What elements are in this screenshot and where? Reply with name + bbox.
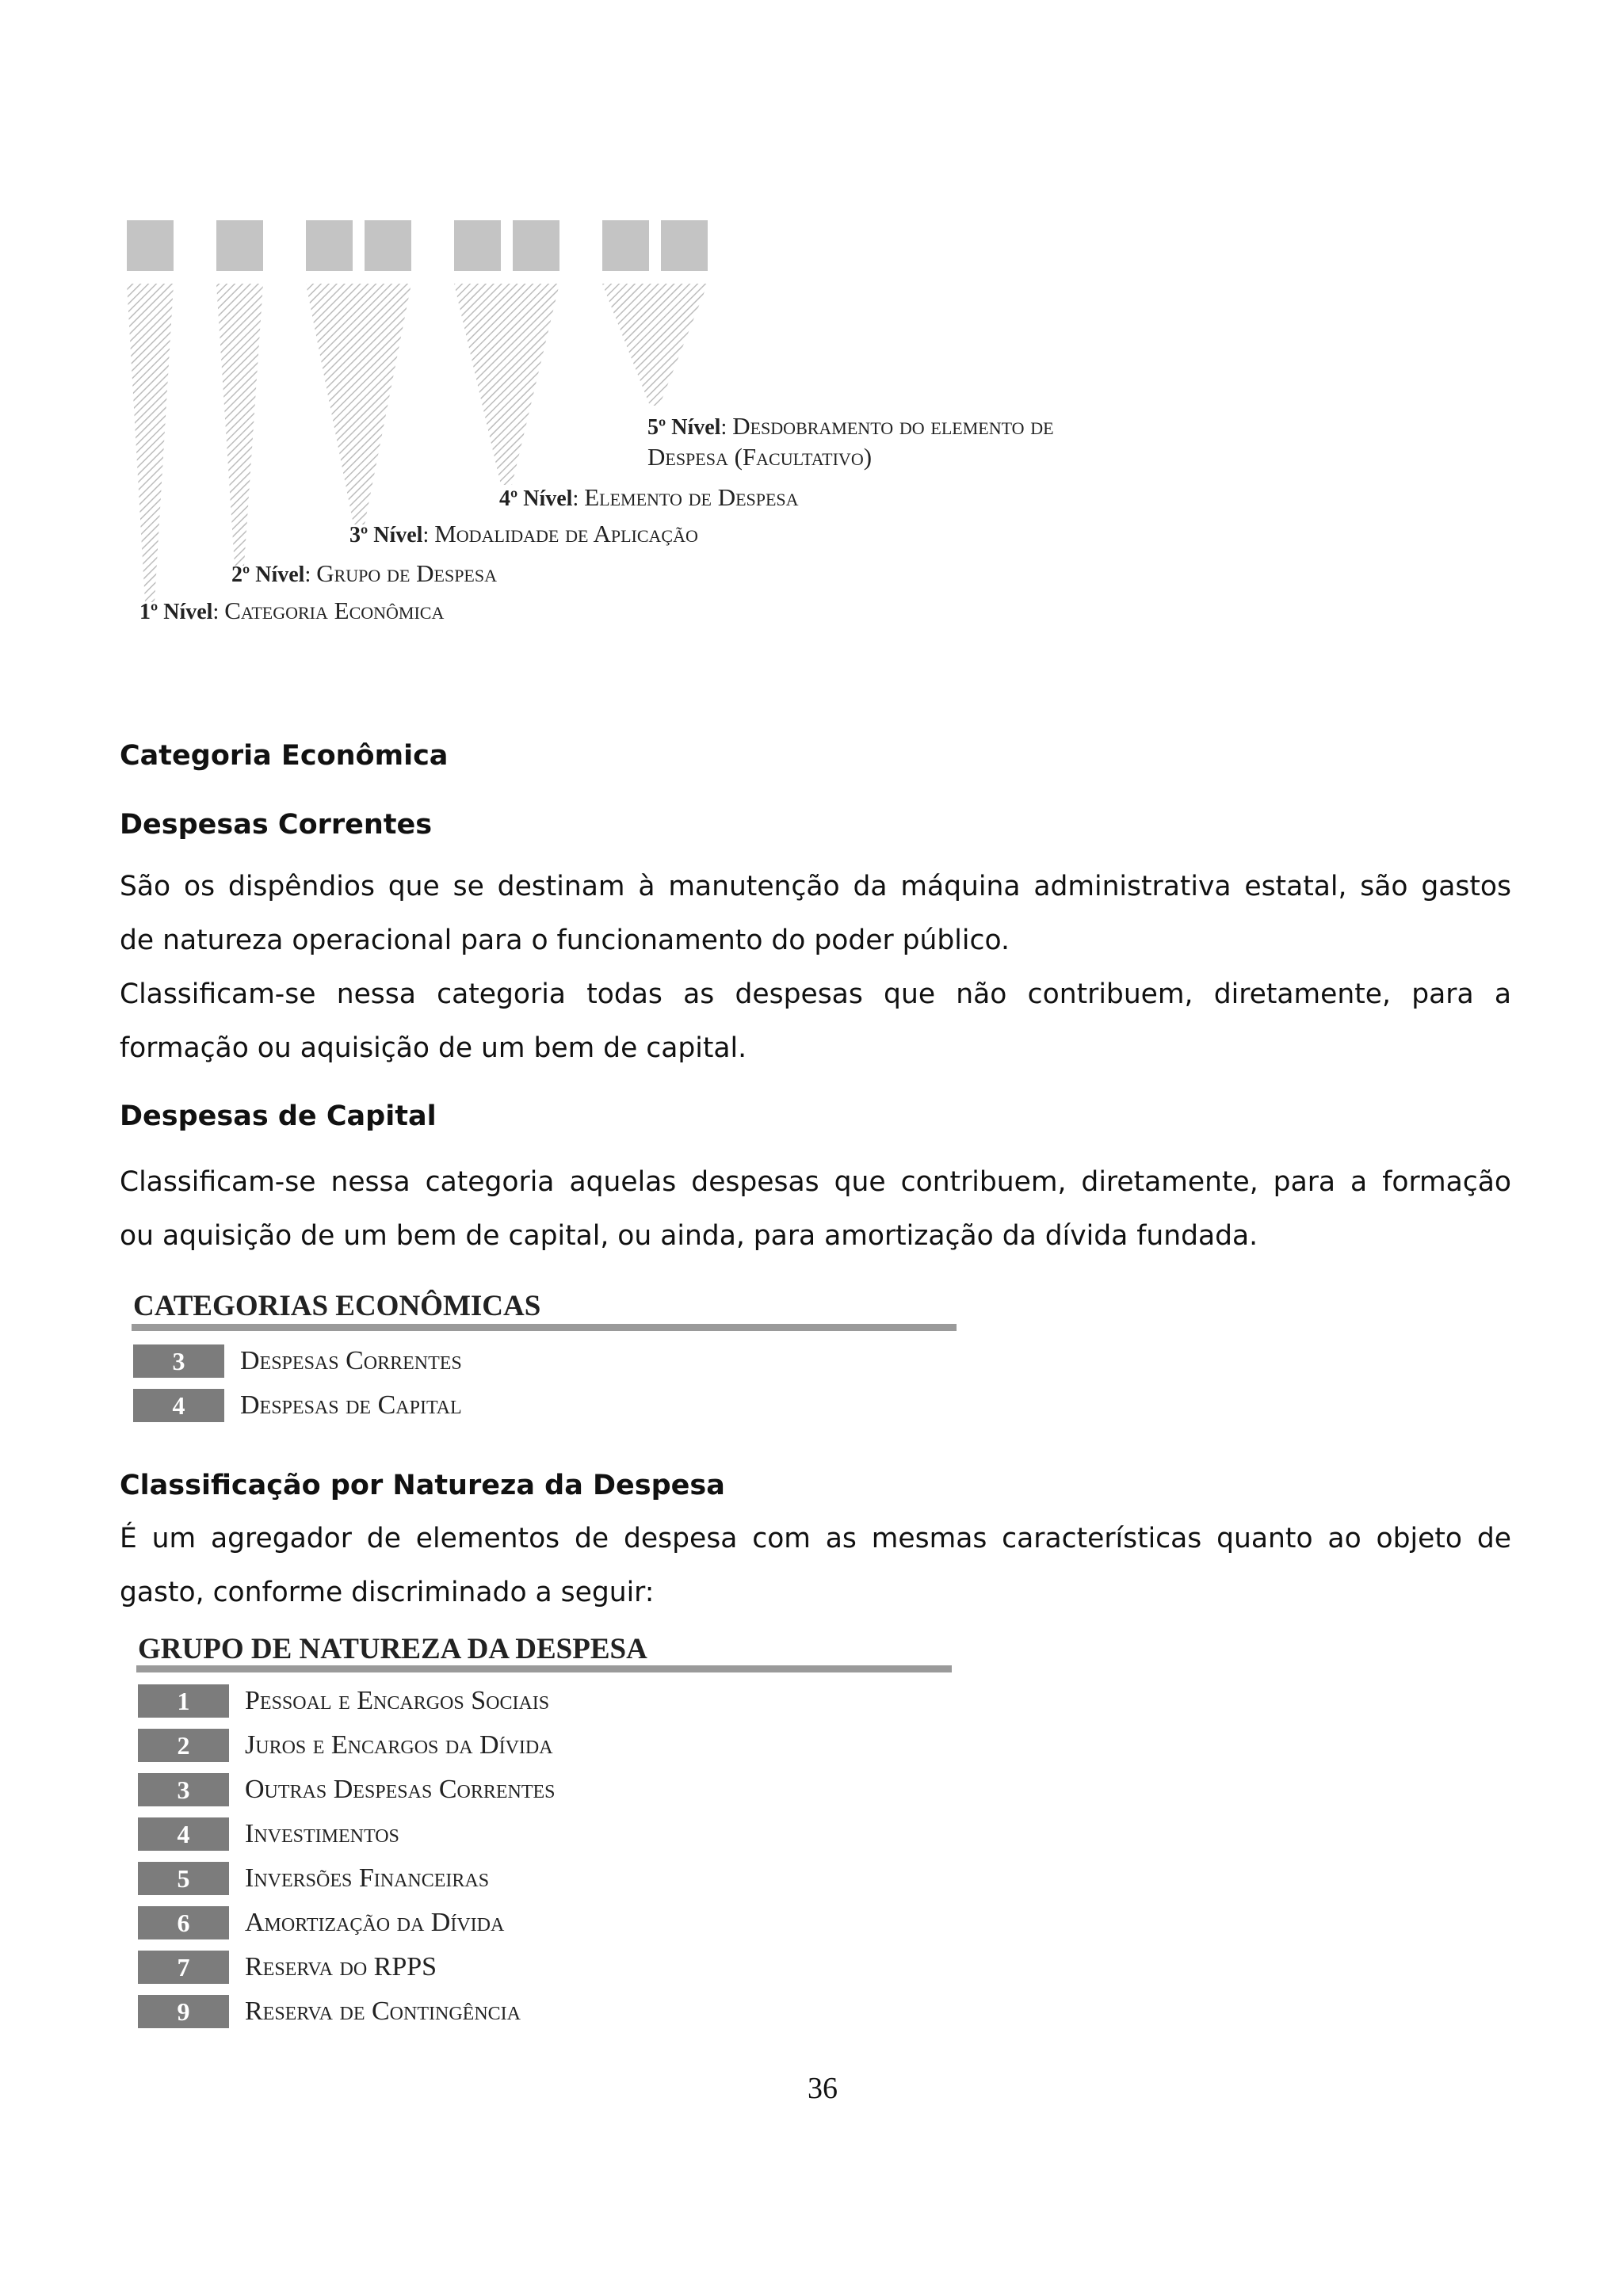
capital-paragraph-line-1: Classificam-se nessa categoria aquelas despesas que contribuem, diretamente, para a formação — [120, 1166, 1511, 1198]
capital-paragraph-line-2: ou aquisição de um bem de capital, ou ainda, para amortização da dívida fundada. — [120, 1220, 1258, 1252]
categoria-code: 3 — [133, 1344, 224, 1378]
digit-square-4b — [513, 220, 559, 271]
level-4-label: 4º Nível: Elemento de Despesa — [499, 483, 799, 511]
correntes-paragraph-1-line-1: São os dispêndios que se destinam à manutenção da máquina administrativa estatal, são gastos — [120, 871, 1511, 902]
correntes-paragraph-2-line-2: formação ou aquisição de um bem de capital. — [120, 1032, 747, 1064]
level-5-label-cont — [647, 444, 872, 470]
level-2-name: Grupo de Despesa — [316, 559, 497, 587]
digit-square-4a — [454, 220, 501, 271]
grupo-row — [138, 1773, 556, 1806]
wedge-level-5 — [602, 284, 708, 406]
grupo-code: 7 — [138, 1951, 229, 1984]
grupo-row — [138, 1951, 437, 1984]
level-4-number: 4º Nível — [499, 486, 573, 511]
level-3-name: Modalidade de Aplicação — [434, 520, 698, 547]
page-number: 36 — [808, 2072, 838, 2105]
correntes-paragraph-1-line-2: de natureza operacional para o funcionamento do poder público. — [120, 925, 1010, 956]
grupo-row — [138, 1684, 549, 1718]
grupo-label: Amortização da Dívida — [245, 1908, 505, 1937]
expense-classification-diagram — [0, 0, 1623, 650]
wedge-level-3 — [306, 284, 411, 524]
despesas-correntes-heading: Despesas Correntes — [120, 809, 433, 841]
wedge-level-4 — [454, 284, 559, 485]
grupo-code: 4 — [138, 1817, 229, 1851]
level-2-number: 2º Nível — [231, 563, 305, 587]
level-1-name: Categoria Econômica — [224, 597, 445, 624]
grupo-code: 5 — [138, 1862, 229, 1895]
grupo-code: 3 — [138, 1773, 229, 1806]
level-5-label: 5º Nível: Desdobramento do elemento de — [647, 412, 1054, 440]
grupo-table-title: GRUPO DE NATUREZA DA DESPESA — [138, 1633, 647, 1665]
grupo-label: Outras Despesas Correntes — [245, 1775, 556, 1804]
categoria-row — [133, 1344, 462, 1378]
grupo-code: 2 — [138, 1729, 229, 1762]
categoria-label: Despesas Correntes — [240, 1346, 462, 1375]
digit-square-5b — [661, 220, 708, 271]
grupo-code: 6 — [138, 1906, 229, 1939]
correntes-paragraph-2-line-1: Classificam-se nessa categoria todas as despesas que não contribuem, diretamente, para a — [120, 978, 1511, 1010]
natureza-despesa-heading: Classificação por Natureza da Despesa — [120, 1470, 725, 1501]
grupo-row — [138, 1817, 399, 1851]
wedge-level-1 — [127, 284, 174, 602]
grupo-label: Reserva do RPPS — [245, 1952, 437, 1981]
despesas-capital-heading: Despesas de Capital — [120, 1100, 437, 1132]
grupo-code: 9 — [138, 1995, 229, 2028]
level-4-name: Elemento de Despesa — [584, 483, 799, 511]
grupo-label: Juros e Encargos da Dívida — [245, 1730, 553, 1760]
grupo-row — [138, 1729, 553, 1762]
grupo-label: Inversões Financeiras — [245, 1863, 490, 1893]
grupo-label: Reserva de Contingência — [245, 1997, 521, 2026]
grupo-row — [138, 1906, 504, 1939]
wedge-level-2 — [216, 284, 263, 566]
level-2-label: 2º Nível: Grupo de Despesa — [231, 559, 497, 587]
level-1-label: 1º Nível: Categoria Econômica — [139, 597, 445, 624]
grupo-row — [138, 1995, 521, 2028]
digit-square-5a — [602, 220, 649, 271]
digit-square-3b — [365, 220, 411, 271]
grupo-table-rule — [136, 1665, 952, 1672]
digit-square-2 — [216, 220, 263, 271]
level-5-number: 5º Nível — [647, 415, 721, 440]
categoria-row — [133, 1389, 462, 1422]
categoria-economica-heading: Categoria Econômica — [120, 740, 449, 772]
natureza-paragraph-line-1: É um agregador de elementos de despesa com as mesmas características quanto ao objeto de — [120, 1523, 1511, 1554]
level-5-name-cont: Despesa (Facultativo) — [647, 443, 873, 471]
grupo-label: Investimentos — [245, 1819, 399, 1848]
digit-square-1 — [127, 220, 174, 271]
categoria-code: 4 — [133, 1389, 224, 1422]
digit-blocks-graphic — [0, 0, 1623, 650]
categorias-table-rule — [132, 1324, 957, 1331]
level-1-number: 1º Nível — [139, 600, 213, 624]
level-3-number: 3º Nível — [349, 523, 423, 547]
categoria-label: Despesas de Capital — [240, 1390, 462, 1420]
level-5-name: Desdobramento do elemento de — [732, 412, 1054, 440]
digit-square-3a — [306, 220, 353, 271]
grupo-label: Pessoal e Encargos Sociais — [245, 1686, 550, 1715]
categorias-table-title: CATEGORIAS ECONÔMICAS — [133, 1290, 541, 1322]
grupo-code: 1 — [138, 1684, 229, 1718]
natureza-paragraph-line-2: gasto, conforme discriminado a seguir: — [120, 1577, 655, 1608]
level-3-label: 3º Nível: Modalidade de Aplicação — [349, 520, 698, 547]
grupo-row — [138, 1862, 489, 1895]
